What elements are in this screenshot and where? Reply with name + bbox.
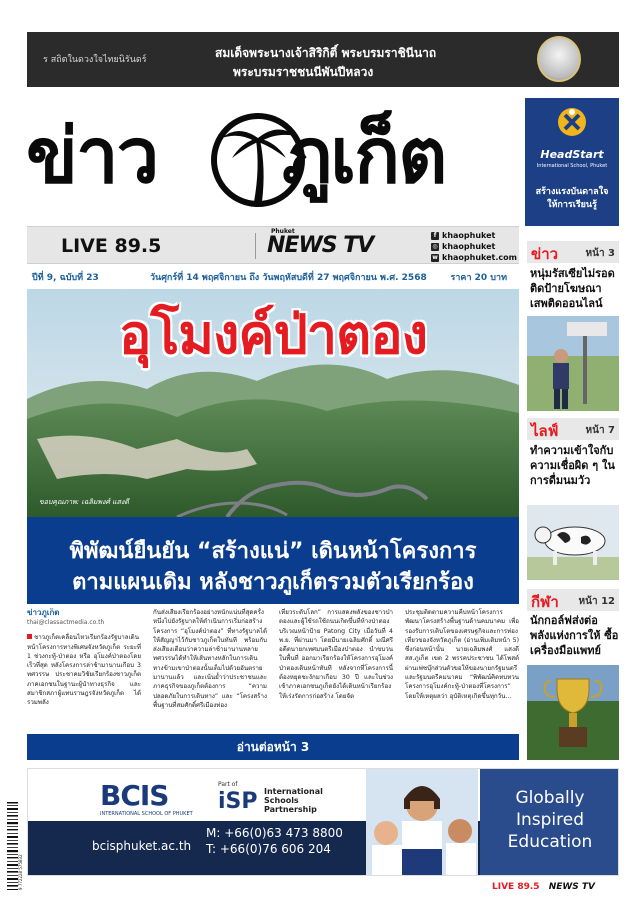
web-icon: w <box>432 253 438 261</box>
section-page: หน้า 3 <box>585 248 615 259</box>
social-instagram[interactable] <box>431 241 517 252</box>
article-text-1: ชาวภูเก็ตเคลื่อนไหวเรียกร้องรัฐบาลเดินหน้าโครงการทางพิเศษจังหวัดภูเก็ต ระยะที่ 1 ช่วงกะทู้-ป่าตอง หรือ อุโมงค์ป่าตองโดยเร็วที่สุด หลังโครงการล่าช้ามานานเกือบ 3 ทศวรรษ ประชาคมวิชัยเรียกร้องชาวภูเก็ต ภาคเอกชนในฐานะผู้นำทางธุรกิจ และสมาชิกสภาผู้แทนราษฎรจังหวัดภูเก็ต ได้รวมพลัง <box>27 634 141 707</box>
article-text-3: เที่ยวระดับโลก” การแสดงพลังของชาวป่าตองและผู้ใช้รถใช้ถนนเกิดขึ้นที่ห้างป่าตองบริเวณหน้าป้าย Patong City เมื่อวันที่ 4 พ.ย. ที่ผ่านมา โดยมีนายเฉลิมศักดิ์ มณีศรี อดีตนายกเทศมนตรีเมืองป่าตอง นำขบวนในพื้นที่ ออกมาเรียกร้องให้โครงการอุโมงค์ป่าตองเดินหน้าทันที หลังจากที่โครงการนี้ต้องหยุดชะงักมาเกือบ 30 ปี และในช่วงเช้าภาคเอกชนภูเก็ตยังได้เดินหน้าเรียกร้องให้เร่งรัดการก่อสร้าง โดยจัด <box>279 609 393 700</box>
section-life-photo <box>527 505 619 580</box>
social-handle: khaophuket.com <box>442 253 517 262</box>
royal-portrait <box>537 36 581 82</box>
bcis-logo: BCIS <box>100 779 169 812</box>
social-links <box>431 230 517 263</box>
article-text-4: ประชุมติดตามความคืบหน้าโครงการ พัฒนาโครงสร้างพื้นฐานด้านคมนาคม เพื่อรองรับการเติบโตของเศรษฐกิจและการท่องเที่ยวของจังหวัดภูเก็ต (อ่านเพิ่มเติมหน้า 5) ซึ่งก่อนหน้านั้น นายเฉลิมพงศ์ แสงดี สส.ภูเก็ต เขต 2 พรรคประชาชน ได้โพสต์ผ่านเฟซบุ๊กส่วนตัวขอให้ของนายกรัฐมนตรีและรัฐมนตรีคมนาคม “พิพัฒน์คิดทบทวนโครงการอุโมงค์กะทู้-ป่าตองที่โครงการ” โดยให้เหตุผลว่า อุบัติเหตุเกิดขึ้นทุกวัน... <box>405 609 519 700</box>
social-handle: khaophuket <box>442 242 496 251</box>
social-web[interactable] <box>431 252 517 263</box>
article-column-4 <box>405 608 519 701</box>
bcis-ad[interactable] <box>27 768 619 876</box>
hero-subheadline-2: ตามแผนเดิม หลังชาวภูเก็ตรวมตัวเรียกร้อง <box>72 570 474 595</box>
royal-left-text: ร สถิตในดวงใจไทยนิรันดร์ <box>43 55 147 65</box>
news-tv-text: NEWS TV <box>267 233 374 258</box>
royal-line-1: สมเด็จพระนางเจ้าสิริกิติ์ พระบรมราชินีนาถ <box>215 46 437 60</box>
hero-subheadline-1: พิพัฒน์ยืนยัน “สร้างแน่” เดินหน้าโครงการ <box>69 539 477 564</box>
issue-line <box>32 270 517 284</box>
social-facebook[interactable] <box>431 230 517 241</box>
section-sports-header[interactable] <box>527 589 619 611</box>
media-strip <box>27 226 519 264</box>
section-news-header[interactable] <box>527 241 619 263</box>
lead-marker <box>27 634 32 639</box>
barcode-icon <box>7 800 23 892</box>
section-sports-teaser[interactable]: นักกอล์ฟส่งต่อ พลังแห่งการให้ ซื้อเครื่องมือแพทย์ <box>530 614 619 657</box>
headstart-subtitle: International School, Phuket <box>536 163 608 169</box>
headstart-logo-icon <box>555 106 589 146</box>
royal-banner <box>27 32 619 87</box>
part-of-label: Part of <box>218 781 238 788</box>
article-text-2: กันส่งเสียงเรียกร้องอย่างหนักแน่นที่สุดครั้งหนึ่งไปยังรัฐบาลให้ดำเนินการเริ่มก่อสร้างโครงการ “อุโมงค์ป่าตอง” ที่ทางรัฐบาลได้ให้สัญญาไว้กับชาวภูเก็ตในทันที พร้อมกับส่งเสียงเตือนว่าความล่าช้ามานานหลายทศวรรษได้ทำให้เส้นทางหลักในการเดินทางข้ามเขาป่าตองนั้นเต็มไปด้วยอันตรายมานานแล้ว และเน้นย้ำว่าประชาชนและภาคธุรกิจของภูเก็ตต้องการ “ความปลอดภัยในการเดินทาง” และ “โครงสร้างพื้นฐานที่สมศักดิ์ศรีเมืองท่อง <box>153 609 267 709</box>
section-name: ไลฟ์ <box>531 422 559 440</box>
bcis-phone-tel[interactable]: T: +66(0)76 606 204 <box>206 842 331 856</box>
photo-credit: ขอบคุณภาพ: เฉลิมพงศ์ แสงดี <box>39 498 129 506</box>
bcis-phones <box>206 825 343 857</box>
hero-headline: อุโมงค์ป่าตอง <box>119 303 427 366</box>
headstart-tagline: สร้างแรงบันดาลใจให้การเรียนรู้ <box>535 187 609 210</box>
hero-story[interactable] <box>27 289 519 604</box>
students-photo <box>366 769 478 876</box>
section-page: หน้า 12 <box>578 596 615 607</box>
headstart-ad[interactable] <box>525 98 619 226</box>
social-handle: khaophuket <box>442 231 496 240</box>
barcode-number: 9 772228 575832 <box>18 854 23 890</box>
article-body <box>27 608 519 730</box>
isp-logo: iSP <box>218 789 258 814</box>
headstart-brand: HeadStart <box>540 148 604 161</box>
section-news-photo <box>527 316 619 411</box>
facebook-icon: f <box>431 232 439 240</box>
article-column-1 <box>27 608 141 708</box>
bottom-tv-logo: NEWS TV <box>548 882 596 892</box>
bottom-logos <box>492 882 620 898</box>
bcis-slogan: Globally Inspired Education <box>480 769 619 876</box>
bottom-radio-logo: LIVE 89.5 <box>492 882 540 892</box>
isp-name: International Schools Partnership <box>264 787 323 814</box>
section-life-header[interactable] <box>527 418 619 440</box>
bcis-phone-mobile[interactable]: M: +66(0)63 473 8800 <box>206 826 343 840</box>
media-divider <box>255 233 256 259</box>
section-news-teaser[interactable]: หนุ่มรัสเซียไม่รอด ติดป้ายโฆษณา เสพติดออนไลน์ <box>530 267 615 310</box>
bcis-subtitle: INTERNATIONAL SCHOOL OF PHUKET <box>100 811 193 817</box>
masthead-left-word: ข่าว <box>26 111 158 200</box>
live-radio-logo: LIVE 89.5 <box>61 235 162 257</box>
issue-volume: ปีที่ 9, ฉบับที่ 23 <box>32 273 99 283</box>
royal-line-2: พระบรมราชชนนีพันปีหลวง <box>233 65 374 79</box>
news-tv-small: Phuket <box>271 228 295 235</box>
section-name: กีฬา <box>531 593 559 611</box>
bcis-url[interactable]: bcisphuket.ac.th <box>92 839 192 853</box>
issue-date: วันศุกร์ที่ 14 พฤศจิกายน ถึง วันพฤหัสบดีที่ 27 พฤศจิกายน พ.ศ. 2568 <box>150 273 427 283</box>
masthead <box>22 98 517 218</box>
issue-price: ราคา 20 บาท <box>450 273 507 283</box>
article-byline: ข่าวภูเก็ต <box>27 608 60 617</box>
article-column-2 <box>153 608 267 710</box>
read-more-bar[interactable]: อ่านต่อหน้า 3 <box>27 734 519 760</box>
news-tv-logo <box>267 228 374 258</box>
article-column-3 <box>279 608 393 701</box>
section-sports-photo <box>527 665 619 760</box>
article-email[interactable]: thai@classactmedia.co.th <box>27 619 105 626</box>
section-page: หน้า 7 <box>585 425 615 436</box>
section-life-teaser[interactable]: ทำความเข้าใจกับ ความเชื่อผิด ๆ ในการดื่มนมวัว <box>530 444 615 487</box>
masthead-right-word: ภูเก็ต <box>282 111 446 200</box>
section-name: ข่าว <box>531 245 559 263</box>
instagram-icon: ◎ <box>432 242 438 250</box>
